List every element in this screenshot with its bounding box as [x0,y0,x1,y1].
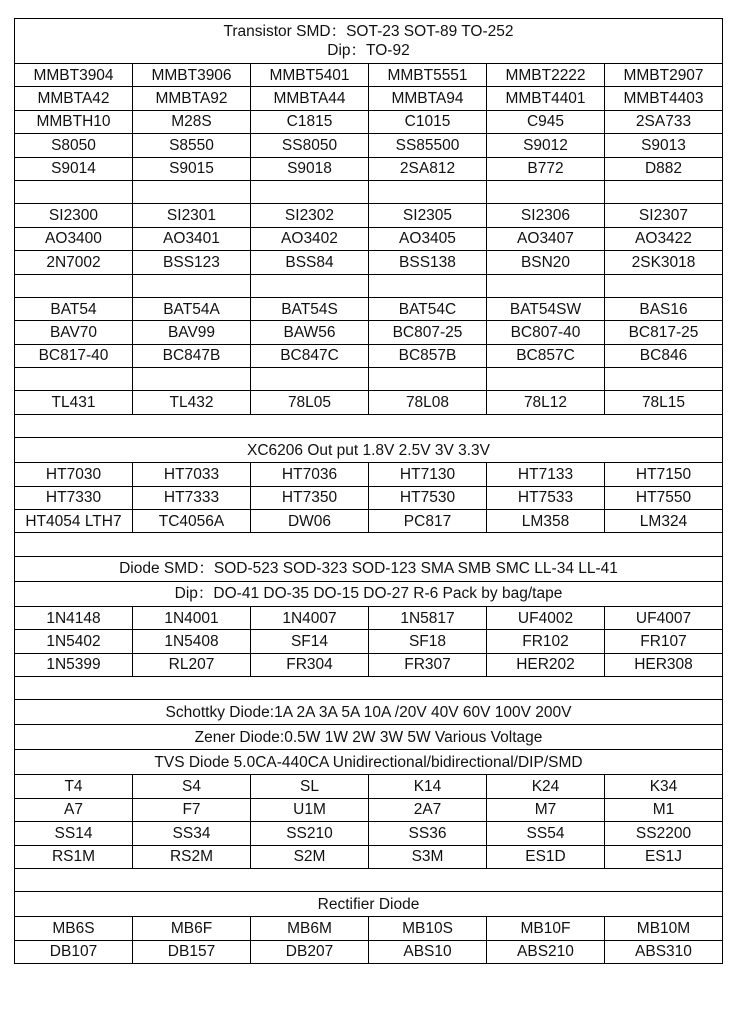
empty-cell [251,368,369,391]
part-row [15,157,723,180]
part-number-cell: MMBT3904 [15,64,133,87]
part-number-cell: HT7533 [487,486,605,509]
section-header [15,892,723,917]
part-number-cell: HT7036 [251,463,369,486]
part-number-cell: SS2200 [605,822,723,845]
part-number-cell: UF4002 [487,606,605,629]
part-number-cell: SS8050 [251,134,369,157]
section-header-line: TVS Diode 5.0CA-440CA Unidirectional/bidirectional/DIP/SMD [154,753,583,771]
section-header-row [15,556,723,581]
part-number-cell: BAV70 [15,321,133,344]
part-number-cell: MB10S [369,917,487,940]
section-header-row [15,700,723,725]
part-number-cell: S8050 [15,134,133,157]
section-header [15,19,723,64]
part-number-cell: HT7033 [133,463,251,486]
part-number-cell: FR307 [369,653,487,676]
empty-cell [487,274,605,297]
part-number-cell: BC857B [369,344,487,367]
part-number-cell: TC4056A [133,510,251,533]
part-number-cell: 78L12 [487,391,605,414]
part-number-cell: T4 [15,775,133,798]
part-number-cell: RS2M [133,845,251,868]
part-number-cell: S2M [251,845,369,868]
part-row [15,630,723,653]
part-number-cell: S4 [133,775,251,798]
part-number-cell: BC807-40 [487,321,605,344]
section-header-row [15,438,723,463]
section-header [15,725,723,750]
part-number-cell: BSS123 [133,251,251,274]
part-number-cell: HT7330 [15,486,133,509]
part-number-cell: BC817-40 [15,344,133,367]
part-number-cell: FR107 [605,630,723,653]
part-number-cell: S9013 [605,134,723,157]
empty-cell [15,868,723,891]
section-header [15,581,723,606]
part-row [15,822,723,845]
part-row [15,204,723,227]
part-number-cell: K24 [487,775,605,798]
empty-cell [251,274,369,297]
part-number-cell: LM358 [487,510,605,533]
part-number-cell: SS14 [15,822,133,845]
part-number-cell: DW06 [251,510,369,533]
part-number-cell: MB10M [605,917,723,940]
part-number-cell: U1M [251,798,369,821]
part-number-cell: DB207 [251,940,369,963]
part-row [15,134,723,157]
part-number-cell: SS54 [487,822,605,845]
empty-cell [369,180,487,203]
part-number-cell: 2SA733 [605,110,723,133]
part-number-cell: BC847B [133,344,251,367]
part-row [15,917,723,940]
section-header-line: Diode SMD：SOD-523 SOD-323 SOD-123 SMA SMB SMC LL-34 LL-41 [119,560,618,578]
part-row [15,510,723,533]
part-number-cell: BAT54C [369,297,487,320]
part-number-cell: SI2306 [487,204,605,227]
part-row [15,653,723,676]
part-number-cell: SS36 [369,822,487,845]
part-number-cell: MMBT5551 [369,64,487,87]
section-header [15,700,723,725]
part-number-cell: MMBT2222 [487,64,605,87]
part-number-cell: MMBT2907 [605,64,723,87]
part-number-cell: C1815 [251,110,369,133]
spacer-row [15,868,723,891]
part-number-cell: ES1J [605,845,723,868]
empty-cell [15,676,723,699]
part-number-cell: BAV99 [133,321,251,344]
section-header-line: Zener Diode:0.5W 1W 2W 3W 5W Various Voltage [194,728,543,746]
part-number-cell: AO3405 [369,227,487,250]
part-row [15,940,723,963]
part-number-cell: 1N4001 [133,606,251,629]
part-number-cell: AO3401 [133,227,251,250]
section-header-line: XC6206 Out put 1.8V 2.5V 3V 3.3V [247,441,490,459]
empty-cell [15,274,133,297]
part-number-cell: 1N4148 [15,606,133,629]
part-number-cell: MMBTH10 [15,110,133,133]
part-number-cell: SF18 [369,630,487,653]
part-number-cell: M7 [487,798,605,821]
empty-cell [605,368,723,391]
spacer-row [15,180,723,203]
part-number-cell: BC847C [251,344,369,367]
part-number-cell: HT7150 [605,463,723,486]
part-number-cell: BAT54 [15,297,133,320]
part-number-cell: 2A7 [369,798,487,821]
part-number-cell: A7 [15,798,133,821]
part-number-cell: HT7333 [133,486,251,509]
part-number-cell: FR304 [251,653,369,676]
part-number-cell: MB6M [251,917,369,940]
section-header [15,438,723,463]
part-number-cell: 1N5399 [15,653,133,676]
part-number-cell: MMBTA42 [15,87,133,110]
part-number-cell: BAS16 [605,297,723,320]
part-row [15,775,723,798]
part-number-cell: ABS10 [369,940,487,963]
empty-cell [487,368,605,391]
section-header-row [15,750,723,775]
part-number-cell: SS34 [133,822,251,845]
part-number-cell: B772 [487,157,605,180]
part-row [15,845,723,868]
section-header-row [15,581,723,606]
part-number-cell: C945 [487,110,605,133]
part-number-cell: TL432 [133,391,251,414]
part-row [15,606,723,629]
part-number-cell: HER308 [605,653,723,676]
part-number-cell: MMBTA92 [133,87,251,110]
part-number-cell: RL207 [133,653,251,676]
part-row [15,87,723,110]
part-number-cell: S3M [369,845,487,868]
component-list-body [15,19,723,964]
section-header-line: Rectifier Diode [317,895,420,913]
part-number-cell: MMBTA44 [251,87,369,110]
part-row [15,344,723,367]
section-header-row [15,892,723,917]
part-number-cell: 78L08 [369,391,487,414]
part-number-cell: S9014 [15,157,133,180]
empty-cell [133,368,251,391]
empty-cell [133,274,251,297]
section-header-line: Transistor SMD：SOT-23 SOT-89 TO-252 [223,23,514,40]
part-number-cell: MMBT5401 [251,64,369,87]
part-number-cell: HT7550 [605,486,723,509]
part-row [15,321,723,344]
part-number-cell: HT7133 [487,463,605,486]
part-number-cell: AO3402 [251,227,369,250]
part-number-cell: MMBT4403 [605,87,723,110]
part-number-cell: 2SK3018 [605,251,723,274]
empty-cell [15,180,133,203]
part-number-cell: AO3407 [487,227,605,250]
part-number-cell: BAW56 [251,321,369,344]
part-row [15,227,723,250]
empty-cell [15,368,133,391]
part-number-cell: BSN20 [487,251,605,274]
part-number-cell: MMBTA94 [369,87,487,110]
section-header-row [15,725,723,750]
part-number-cell: BAT54A [133,297,251,320]
part-number-cell: TL431 [15,391,133,414]
section-header-line: Dip：DO-41 DO-35 DO-15 DO-27 R-6 Pack by bag/tape [174,585,563,603]
part-number-cell: 1N4007 [251,606,369,629]
part-row [15,391,723,414]
component-list-table [14,18,723,964]
empty-cell [251,180,369,203]
part-number-cell: BC817-25 [605,321,723,344]
part-number-cell: MB10F [487,917,605,940]
part-number-cell: SS85500 [369,134,487,157]
part-number-cell: DB107 [15,940,133,963]
part-number-cell: RS1M [15,845,133,868]
part-number-cell: 78L15 [605,391,723,414]
spacer-row [15,368,723,391]
spacer-row [15,676,723,699]
part-number-cell: SL [251,775,369,798]
part-number-cell: ABS210 [487,940,605,963]
part-number-cell: K34 [605,775,723,798]
part-number-cell: MB6F [133,917,251,940]
part-number-cell: AO3422 [605,227,723,250]
part-number-cell: DB157 [133,940,251,963]
part-number-cell: 2SA812 [369,157,487,180]
part-number-cell: 2N7002 [15,251,133,274]
part-number-cell: HER202 [487,653,605,676]
part-number-cell: BC807-25 [369,321,487,344]
empty-cell [369,274,487,297]
part-row [15,297,723,320]
part-number-cell: BSS84 [251,251,369,274]
spacer-row [15,414,723,437]
part-number-cell: AO3400 [15,227,133,250]
part-row [15,798,723,821]
part-number-cell: PC817 [369,510,487,533]
part-number-cell: FR102 [487,630,605,653]
part-number-cell: MMBT3906 [133,64,251,87]
part-number-cell: M28S [133,110,251,133]
part-number-cell: HT7130 [369,463,487,486]
part-number-cell: UF4007 [605,606,723,629]
part-number-cell: HT7030 [15,463,133,486]
part-row [15,110,723,133]
empty-cell [369,368,487,391]
part-number-cell: SI2307 [605,204,723,227]
section-header [15,556,723,581]
part-number-cell: ABS310 [605,940,723,963]
spacer-row [15,533,723,556]
part-number-cell: MMBT4401 [487,87,605,110]
part-number-cell: SS210 [251,822,369,845]
part-number-cell: SI2300 [15,204,133,227]
part-number-cell: BC857C [487,344,605,367]
empty-cell [487,180,605,203]
part-number-cell: S8550 [133,134,251,157]
section-header-line: Schottky Diode:1A 2A 3A 5A 10A /20V 40V 60V 100V 200V [165,703,572,721]
part-number-cell: 78L05 [251,391,369,414]
part-number-cell: 1N5817 [369,606,487,629]
part-number-cell: LM324 [605,510,723,533]
section-header-row [15,19,723,64]
part-number-cell: S9012 [487,134,605,157]
part-number-cell: S9018 [251,157,369,180]
part-number-cell: HT7530 [369,486,487,509]
part-number-cell: ES1D [487,845,605,868]
spacer-row [15,274,723,297]
part-number-cell: BAT54SW [487,297,605,320]
part-number-cell: MB6S [15,917,133,940]
part-number-cell: BC846 [605,344,723,367]
part-number-cell: 1N5402 [15,630,133,653]
empty-cell [15,533,723,556]
part-number-cell: SI2301 [133,204,251,227]
part-number-cell: D882 [605,157,723,180]
section-header-line: Dip：TO-92 [327,42,410,59]
part-number-cell: K14 [369,775,487,798]
part-number-cell: SF14 [251,630,369,653]
empty-cell [605,180,723,203]
empty-cell [133,180,251,203]
part-row [15,64,723,87]
part-number-cell: BSS138 [369,251,487,274]
empty-cell [605,274,723,297]
part-row [15,463,723,486]
part-row [15,486,723,509]
part-number-cell: S9015 [133,157,251,180]
part-number-cell: HT7350 [251,486,369,509]
empty-cell [15,414,723,437]
part-row [15,251,723,274]
section-header [15,750,723,775]
part-number-cell: HT4054 LTH7 [15,510,133,533]
part-number-cell: M1 [605,798,723,821]
part-number-cell: SI2305 [369,204,487,227]
part-number-cell: 1N5408 [133,630,251,653]
part-number-cell: SI2302 [251,204,369,227]
part-number-cell: F7 [133,798,251,821]
part-number-cell: C1015 [369,110,487,133]
part-number-cell: BAT54S [251,297,369,320]
